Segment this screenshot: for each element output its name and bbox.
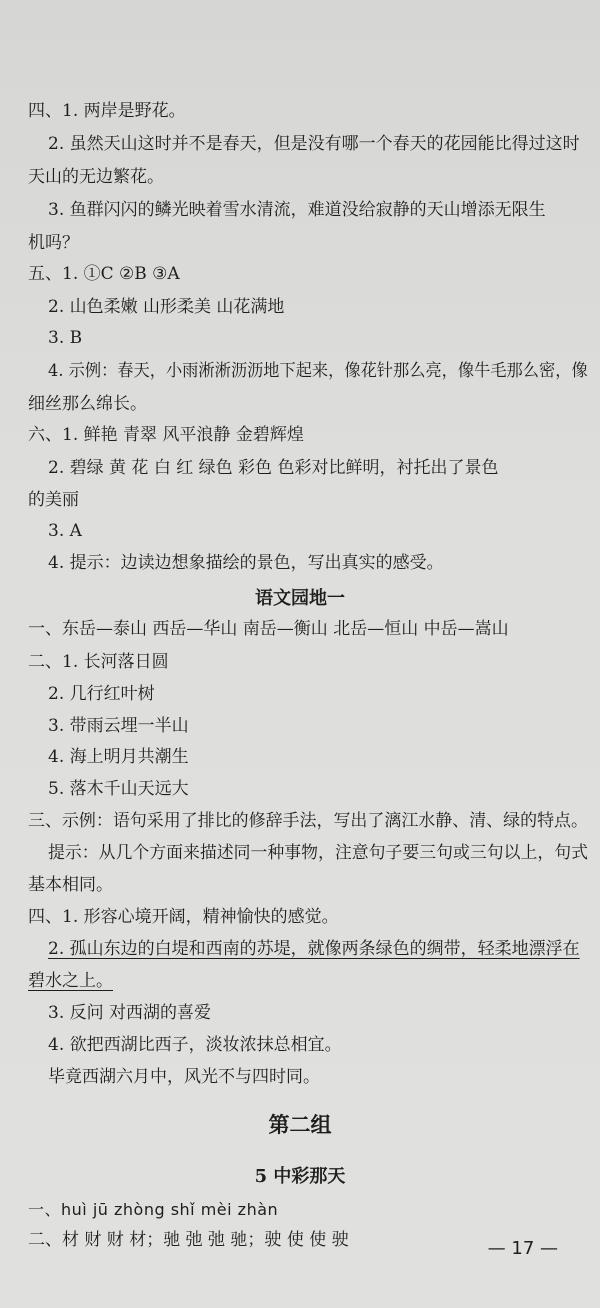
answer-section-4-item-3-cont: 机吗？: [28, 233, 79, 253]
answer-yd-section-3-hint: 提示：从几个方面来描述同一种事物，注意句子要三句或三句以上，句式: [48, 843, 588, 863]
answer-section-6-item-2-cont: 的美丽: [28, 490, 79, 510]
answer-lesson5-section-2: 二、材 财 财 材；驰 弛 弛 驰；驶 使 使 驶: [28, 1230, 349, 1250]
answer-yd-section-4-item-2: 2. 孤山东边的白堤和西南的苏堤，就像两条绿色的绸带，轻柔地漂浮在: [48, 939, 580, 959]
answer-yd-section-2-item-4: 4. 海上明月共潮生: [48, 747, 189, 767]
answer-yd-section-4-item-1: 四、1. 形容心境开阔，精神愉快的感觉。: [28, 907, 339, 927]
answer-section-6-item-1: 六、1. 鲜艳 青翠 风平浪静 金碧辉煌: [28, 425, 304, 445]
answer-section-5-item-3: 3. B: [48, 328, 83, 348]
answer-yd-section-3-example: 三、示例：语句采用了排比的修辞手法，写出了漓江水静、清、绿的特点。: [28, 811, 588, 831]
answer-yd-section-4-item-4-cont: 毕竟西湖六月中，风光不与四时同。: [48, 1067, 320, 1087]
page-number: — 17 —: [487, 1238, 558, 1259]
answer-section-5-item-4: 4. 示例：春天，小雨淅淅沥沥地下起来，像花针那么亮，像牛毛那么密，像: [48, 361, 588, 381]
lesson-heading: 5 中彩那天: [254, 1166, 346, 1187]
answer-yd-section-2-item-2: 2. 几行红叶树: [48, 684, 155, 704]
answer-section-4-item-2: 2. 虽然天山这时并不是春天，但是没有哪一个春天的花园能比得过这时: [48, 134, 580, 154]
answer-yd-section-1: 一、东岳—泰山 西岳—华山 南岳—衡山 北岳—恒山 中岳—嵩山: [28, 619, 509, 639]
answer-section-4-item-1: 四、1. 两岸是野花。: [28, 101, 186, 121]
answer-yd-section-2-item-3: 3. 带雨云埋一半山: [48, 716, 189, 736]
answer-yd-section-4-item-2-cont: 碧水之上。: [28, 971, 113, 991]
answer-yd-section-3-hint-cont: 基本相同。: [28, 875, 113, 895]
answer-section-4-item-2-cont: 天山的无边繁花。: [28, 167, 164, 187]
answer-section-6-item-2: 2. 碧绿 黄 花 白 红 绿色 彩色 色彩对比鲜明，衬托出了景色: [48, 458, 499, 478]
answer-yd-section-4-item-4: 4. 欲把西湖比西子，淡妆浓抹总相宜。: [48, 1035, 342, 1055]
answer-yd-section-2-item-1: 二、1. 长河落日圆: [28, 652, 169, 672]
answer-section-5-item-1: 五、1. ①C ②B ③A: [28, 264, 180, 284]
answer-yd-section-4-item-3: 3. 反问 对西湖的喜爱: [48, 1003, 212, 1023]
group-heading: 第二组: [268, 1112, 332, 1137]
answer-lesson5-section-1-pinyin: 一、huì jū zhòng shǐ mèi zhàn: [28, 1200, 279, 1219]
answer-section-5-item-4-cont: 细丝那么绵长。: [28, 394, 147, 414]
answer-section-6-item-3: 3. A: [48, 521, 82, 541]
answer-section-4-item-3: 3. 鱼群闪闪的鳞光映着雪水清流，难道没给寂静的天山增添无限生: [48, 200, 546, 220]
answer-section-6-item-4: 4. 提示：边读边想象描绘的景色，写出真实的感受。: [48, 553, 444, 573]
answer-section-5-item-2: 2. 山色柔嫩 山形柔美 山花满地: [48, 297, 285, 317]
section-heading-yuwen-yuandi: 语文园地一: [255, 588, 345, 609]
answer-yd-section-2-item-5: 5. 落木千山天远大: [48, 779, 189, 799]
